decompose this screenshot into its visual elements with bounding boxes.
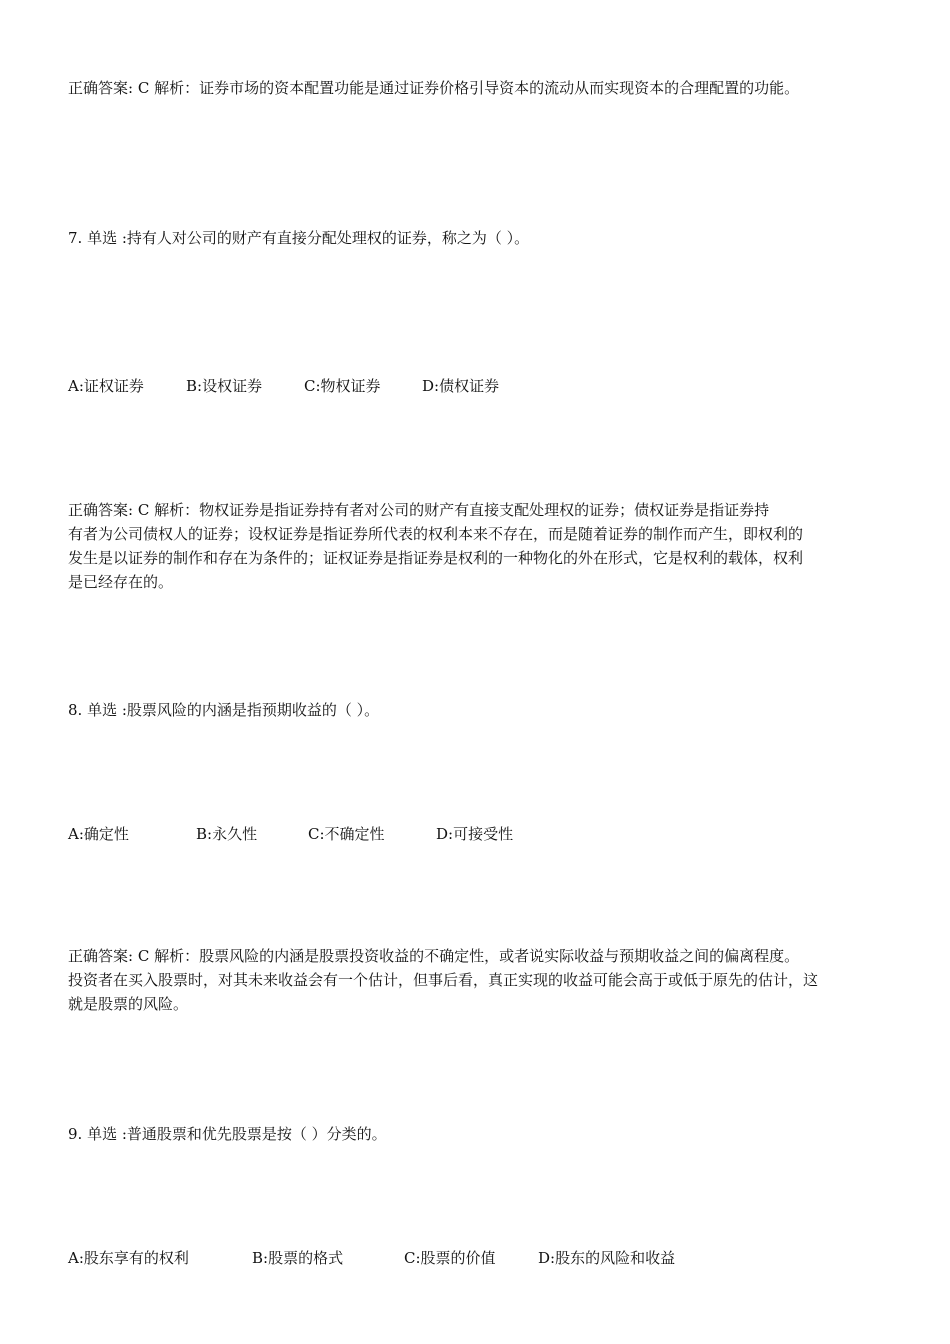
question-8-options bbox=[68, 822, 513, 846]
option-c: C:物权证券 bbox=[304, 377, 381, 395]
answer-7-line-4: 是已经存在的。 bbox=[68, 573, 174, 591]
answer-6: 正确答案: C 解析：证券市场的资本配置功能是通过证券价格引导资本的流动从而实现资本的合理配置的功能。 bbox=[68, 79, 800, 97]
question-7: 7. 单选 :持有人对公司的财产有直接分配处理权的证券，称之为（ ）。 bbox=[68, 229, 530, 247]
answer-8-line-1: 正确答案: C 解析：股票风险的内涵是股票投资收益的不确定性，或者说实际收益与预期收益之间的偏离程度。 bbox=[68, 947, 800, 965]
option-a: A:确定性 bbox=[68, 825, 129, 843]
question-9-options bbox=[68, 1246, 675, 1270]
answer-8-line-3: 就是股票的风险。 bbox=[68, 995, 189, 1013]
answer-7-line-3: 发生是以证券的制作和存在为条件的；证权证券是指证券是权利的一种物化的外在形式，它是权利的载体，权利 bbox=[68, 549, 804, 567]
question-8: 8. 单选 :股票风险的内涵是指预期收益的（ ）。 bbox=[68, 701, 380, 719]
option-b: B:永久性 bbox=[196, 825, 258, 843]
question-7-options bbox=[68, 374, 499, 398]
option-c: C:不确定性 bbox=[308, 825, 385, 843]
option-a: A:证权证券 bbox=[68, 377, 144, 395]
option-c: C:股票的价值 bbox=[404, 1249, 496, 1267]
answer-7-line-2: 有者为公司债权人的证券；设权证券是指证券所代表的权利本来不存在，而是随着证券的制作而产生，即权利的 bbox=[68, 525, 804, 543]
option-d: D:债权证券 bbox=[422, 377, 500, 395]
option-b: B:设权证券 bbox=[186, 377, 263, 395]
answer-7 bbox=[68, 498, 888, 594]
option-b: B:股票的格式 bbox=[252, 1249, 344, 1267]
answer-8 bbox=[68, 944, 888, 1016]
option-a: A:股东享有的权利 bbox=[68, 1249, 189, 1267]
answer-8-line-2: 投资者在买入股票时，对其未来收益会有一个估计，但事后看，真正实现的收益可能会高于或低于原先的估计，这 bbox=[68, 971, 819, 989]
question-9: 9. 单选 :普通股票和优先股票是按（ ）分类的。 bbox=[68, 1125, 387, 1143]
answer-7-line-1: 正确答案: C 解析：物权证券是指证券持有者对公司的财产有直接支配处理权的证券；债权证券是指证券持 bbox=[68, 501, 770, 519]
option-d: D:股东的风险和收益 bbox=[538, 1249, 676, 1267]
option-d: D:可接受性 bbox=[436, 825, 514, 843]
